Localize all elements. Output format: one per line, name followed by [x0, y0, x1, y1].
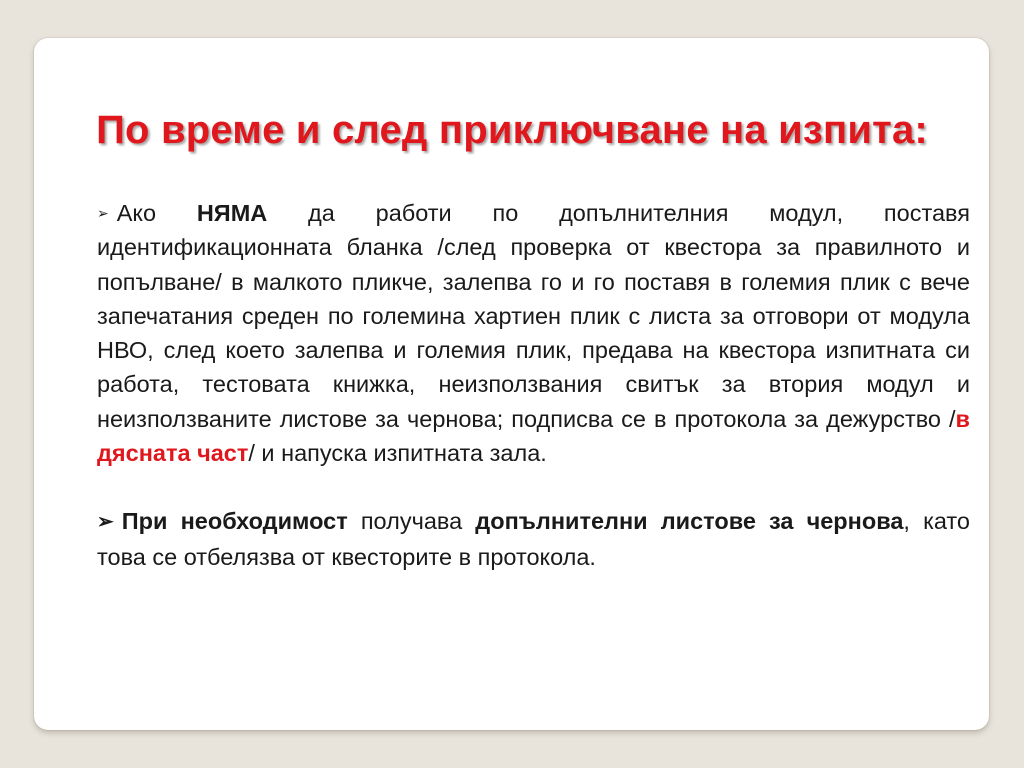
- arrow-bullet-icon: ➢: [97, 205, 109, 221]
- item2-bold-1: При необходимост: [121, 508, 348, 535]
- item1-text-3: / и напуска изпитната зала.: [248, 440, 547, 467]
- item1-text-2: да работи по допълнителния модул, поставя идентификационната бланка /след проверка от квестора за правилното и попълване/ в малкото пликче, залепва го и го поставя в големия плик с вече запечатания среден по големина хартиен плик с листа за отговори от модула НВО, след което залепва и големия плик, предава на квестора изпитната си работа, тестовата книжка, неизползвания свитък за втория модул и неизползваните листове за чернова; подписва се в протокола за дежурство /: [97, 200, 970, 432]
- item2-text-1: получава: [347, 508, 476, 535]
- item1-text-1: Ако: [116, 200, 197, 226]
- slide-content: [97, 196, 970, 574]
- list-item-1: [97, 196, 970, 470]
- arrow-bullet-icon: ➢: [97, 511, 114, 534]
- item2-bold-2: допълнителни листове за чернова: [475, 508, 904, 535]
- item1-bold-1: НЯМА: [196, 200, 268, 226]
- slide-title: По време и след приключване на изпита:: [96, 108, 928, 152]
- item1-highlight: в дясната част: [97, 405, 970, 467]
- list-item-2: [97, 504, 970, 574]
- item2-text-2: , като това се отбелязва от квесторите в протокола.: [97, 508, 970, 570]
